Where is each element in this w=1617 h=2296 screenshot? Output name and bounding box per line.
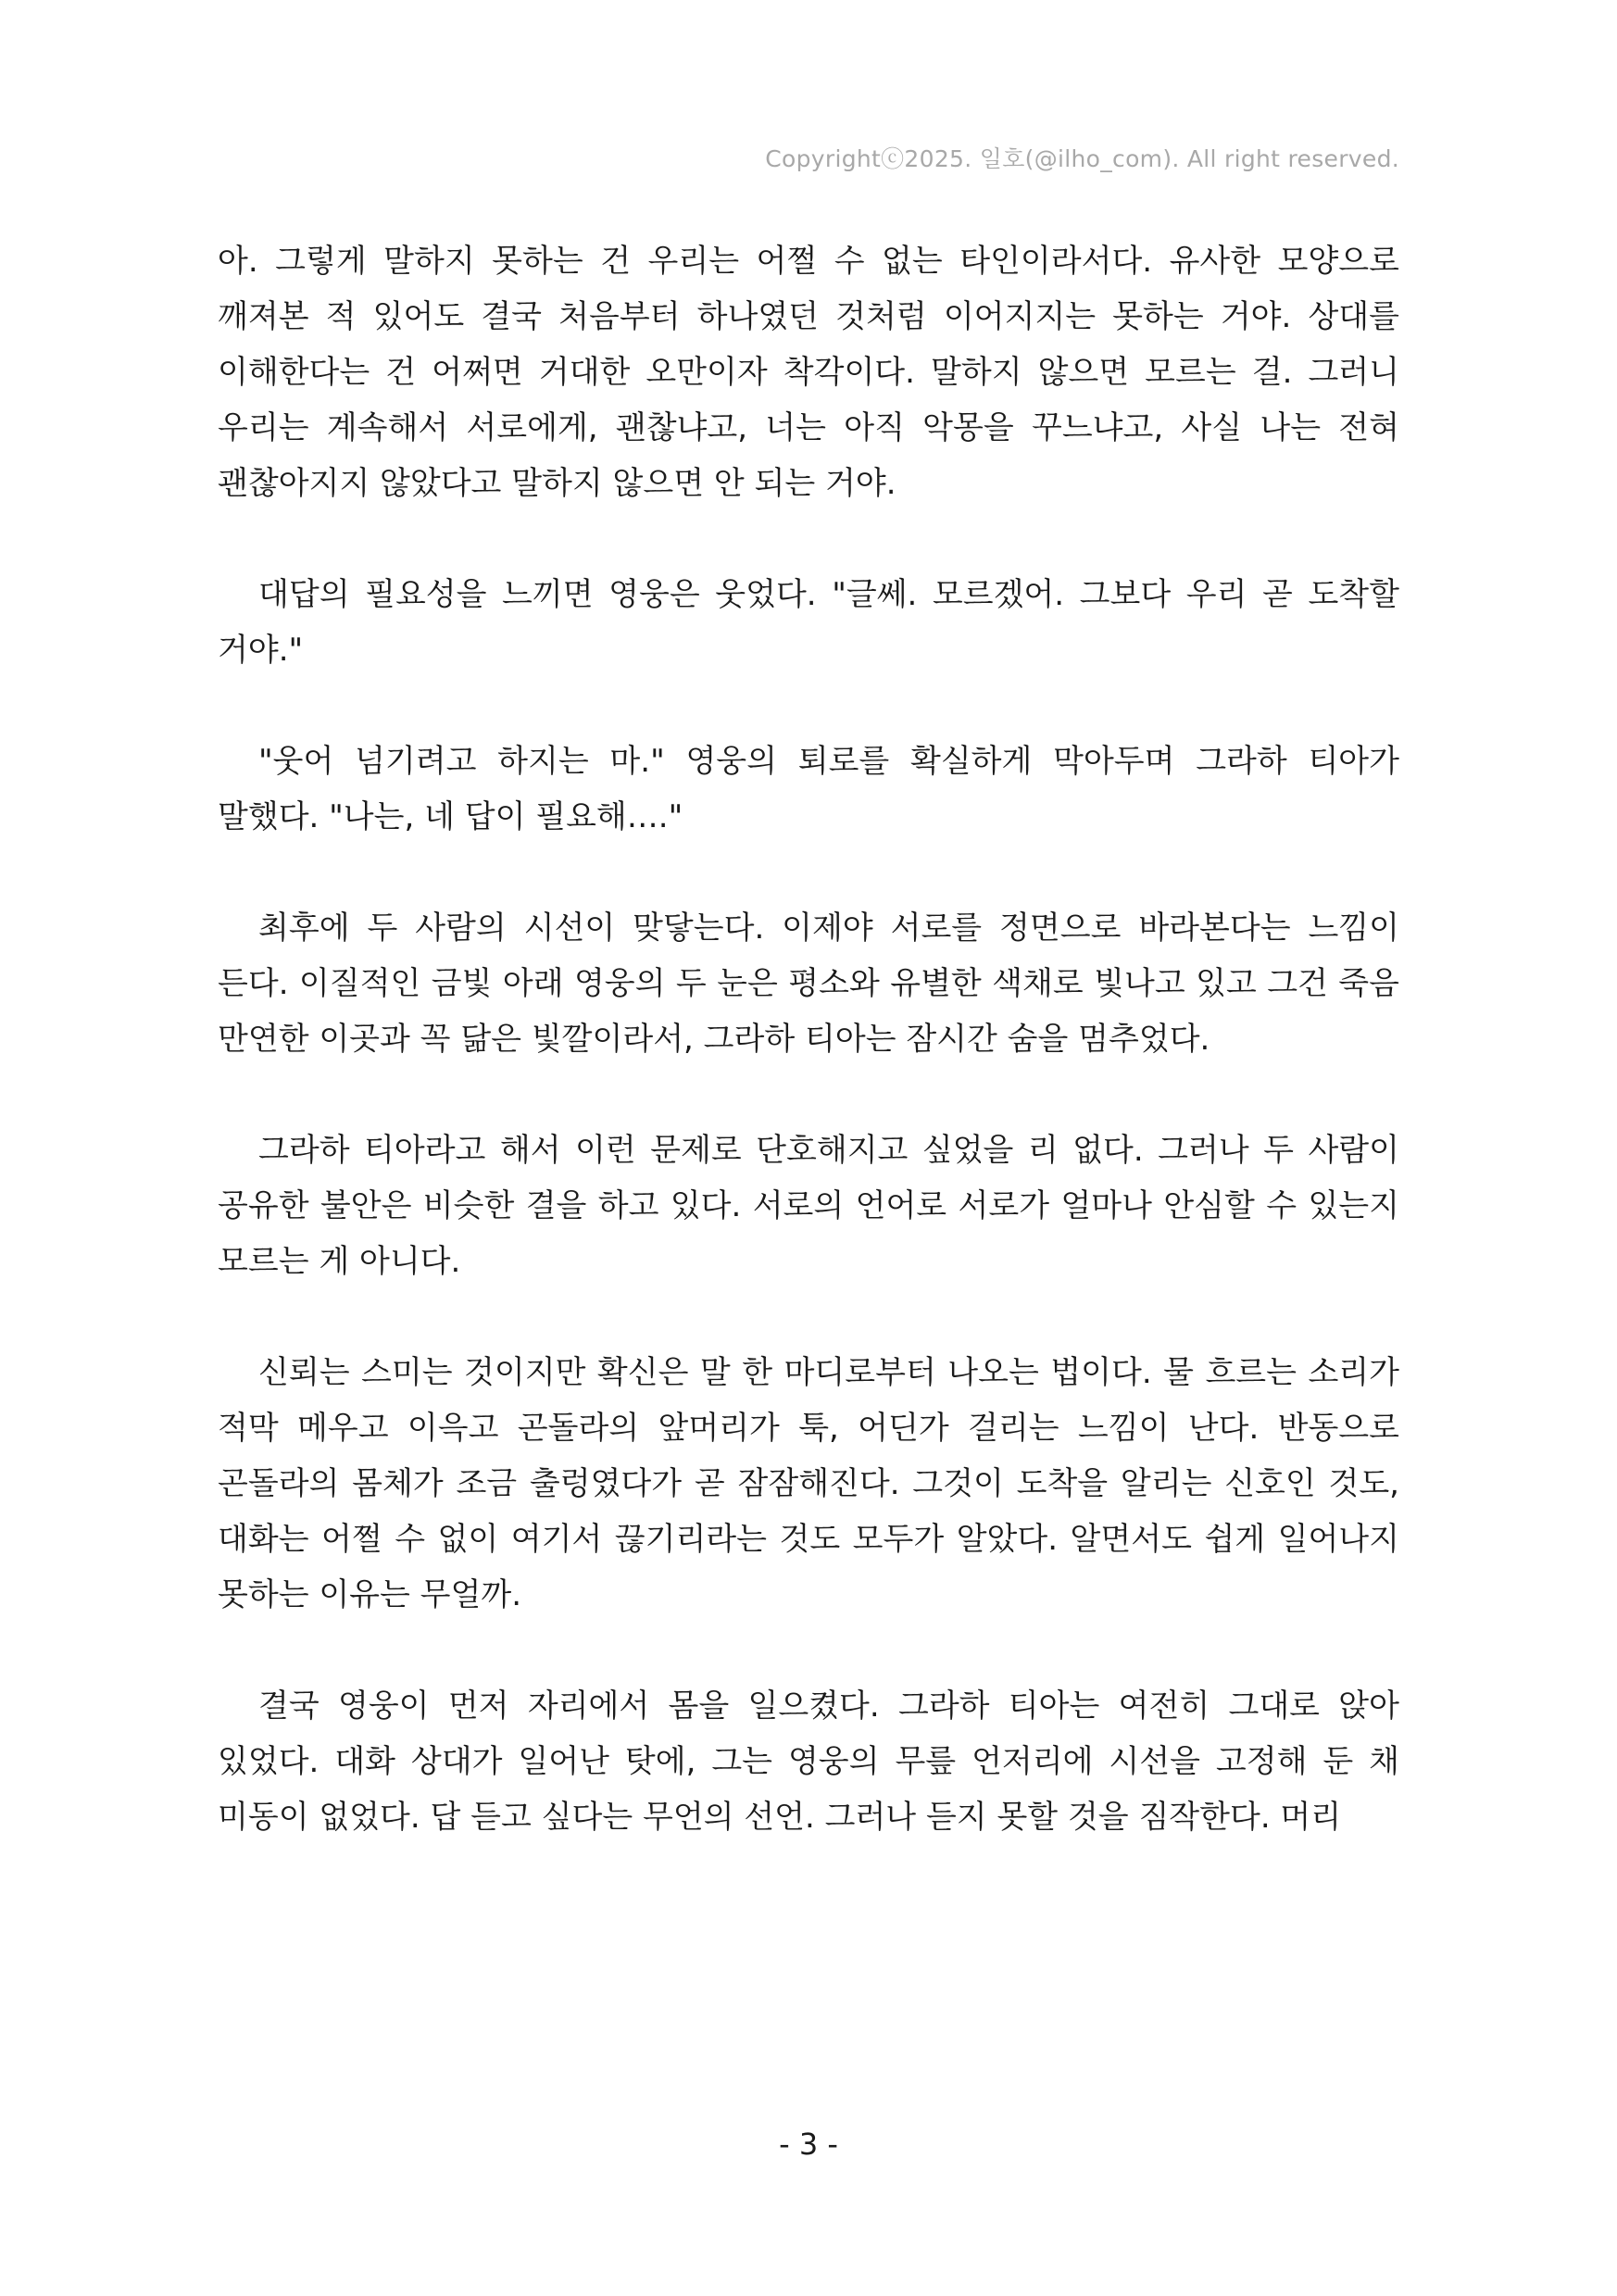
copyright-notice: Copyrightⓒ2025. 일호(@ilho_com). All right reserved. [765, 145, 1399, 172]
paragraph-3: "웃어 넘기려고 하지는 마." 영웅의 퇴로를 확실하게 막아두며 그라하 티아가 말했다. "나는, 네 답이 필요해…." [218, 743, 1399, 835]
paragraph-4: 최후에 두 사람의 시선이 맞닿는다. 이제야 서로를 정면으로 바라본다는 느낌이 든다. 이질적인 금빛 아래 영웅의 두 눈은 평소와 유별한 색채로 빛나고 있고 그건 죽음 만연한 이곳과 꼭 닮은 빛깔이라서, 그라하 티아는 잠시간 숨을 멈추었다. [218, 910, 1399, 1058]
paragraph-6: 신뢰는 스미는 것이지만 확신은 말 한 마디로부터 나오는 법이다. 물 흐르는 소리가 적막 메우고 이윽고 곤돌라의 앞머리가 툭, 어딘가 걸리는 느낌이 난다. 반동으로 곤돌라의 몸체가 조금 출렁였다가 곧 잠잠해진다. 그것이 도착을 알리는 신호인 것도, 대화는 어쩔 수 없이 여기서 끊기리라는 것도 모두가 알았다. 알면서도 쉽게 일어나지 못하는 이유는 무얼까. [218, 1354, 1399, 1613]
page-number: - 3 - [779, 2127, 838, 2162]
page-body [218, 233, 1399, 1901]
paragraph-2: 대답의 필요성을 느끼면 영웅은 웃었다. "글쎄. 모르겠어. 그보다 우리 곧 도착할 거야." [218, 576, 1399, 669]
paragraph-7: 결국 영웅이 먼저 자리에서 몸을 일으켰다. 그라하 티아는 여전히 그대로 앉아 있었다. 대화 상대가 일어난 탓에, 그는 영웅의 무릎 언저리에 시선을 고정해 둔 채 미동이 없었다. 답 듣고 싶다는 무언의 선언. 그러나 듣지 못할 것을 짐작한다. 머리 [218, 1687, 1399, 1836]
paragraph-1: 아. 그렇게 말하지 못하는 건 우리는 어쩔 수 없는 타인이라서다. 유사한 모양으로 깨져본 적 있어도 결국 처음부터 하나였던 것처럼 이어지지는 못하는 거야. 상대를 이해한다는 건 어쩌면 거대한 오만이자 착각이다. 말하지 않으면 모르는 걸. 그러니 우리는 계속해서 서로에게, 괜찮냐고, 너는 아직 악몽을 꾸느냐고, 사실 나는 전혀 괜찮아지지 않았다고 말하지 않으면 안 되는 거야. [218, 243, 1399, 502]
paragraph-5: 그라하 티아라고 해서 이런 문제로 단호해지고 싶었을 리 없다. 그러나 두 사람이 공유한 불안은 비슷한 결을 하고 있다. 서로의 언어로 서로가 얼마나 안심할 수 있는지 모르는 게 아니다. [218, 1132, 1399, 1280]
